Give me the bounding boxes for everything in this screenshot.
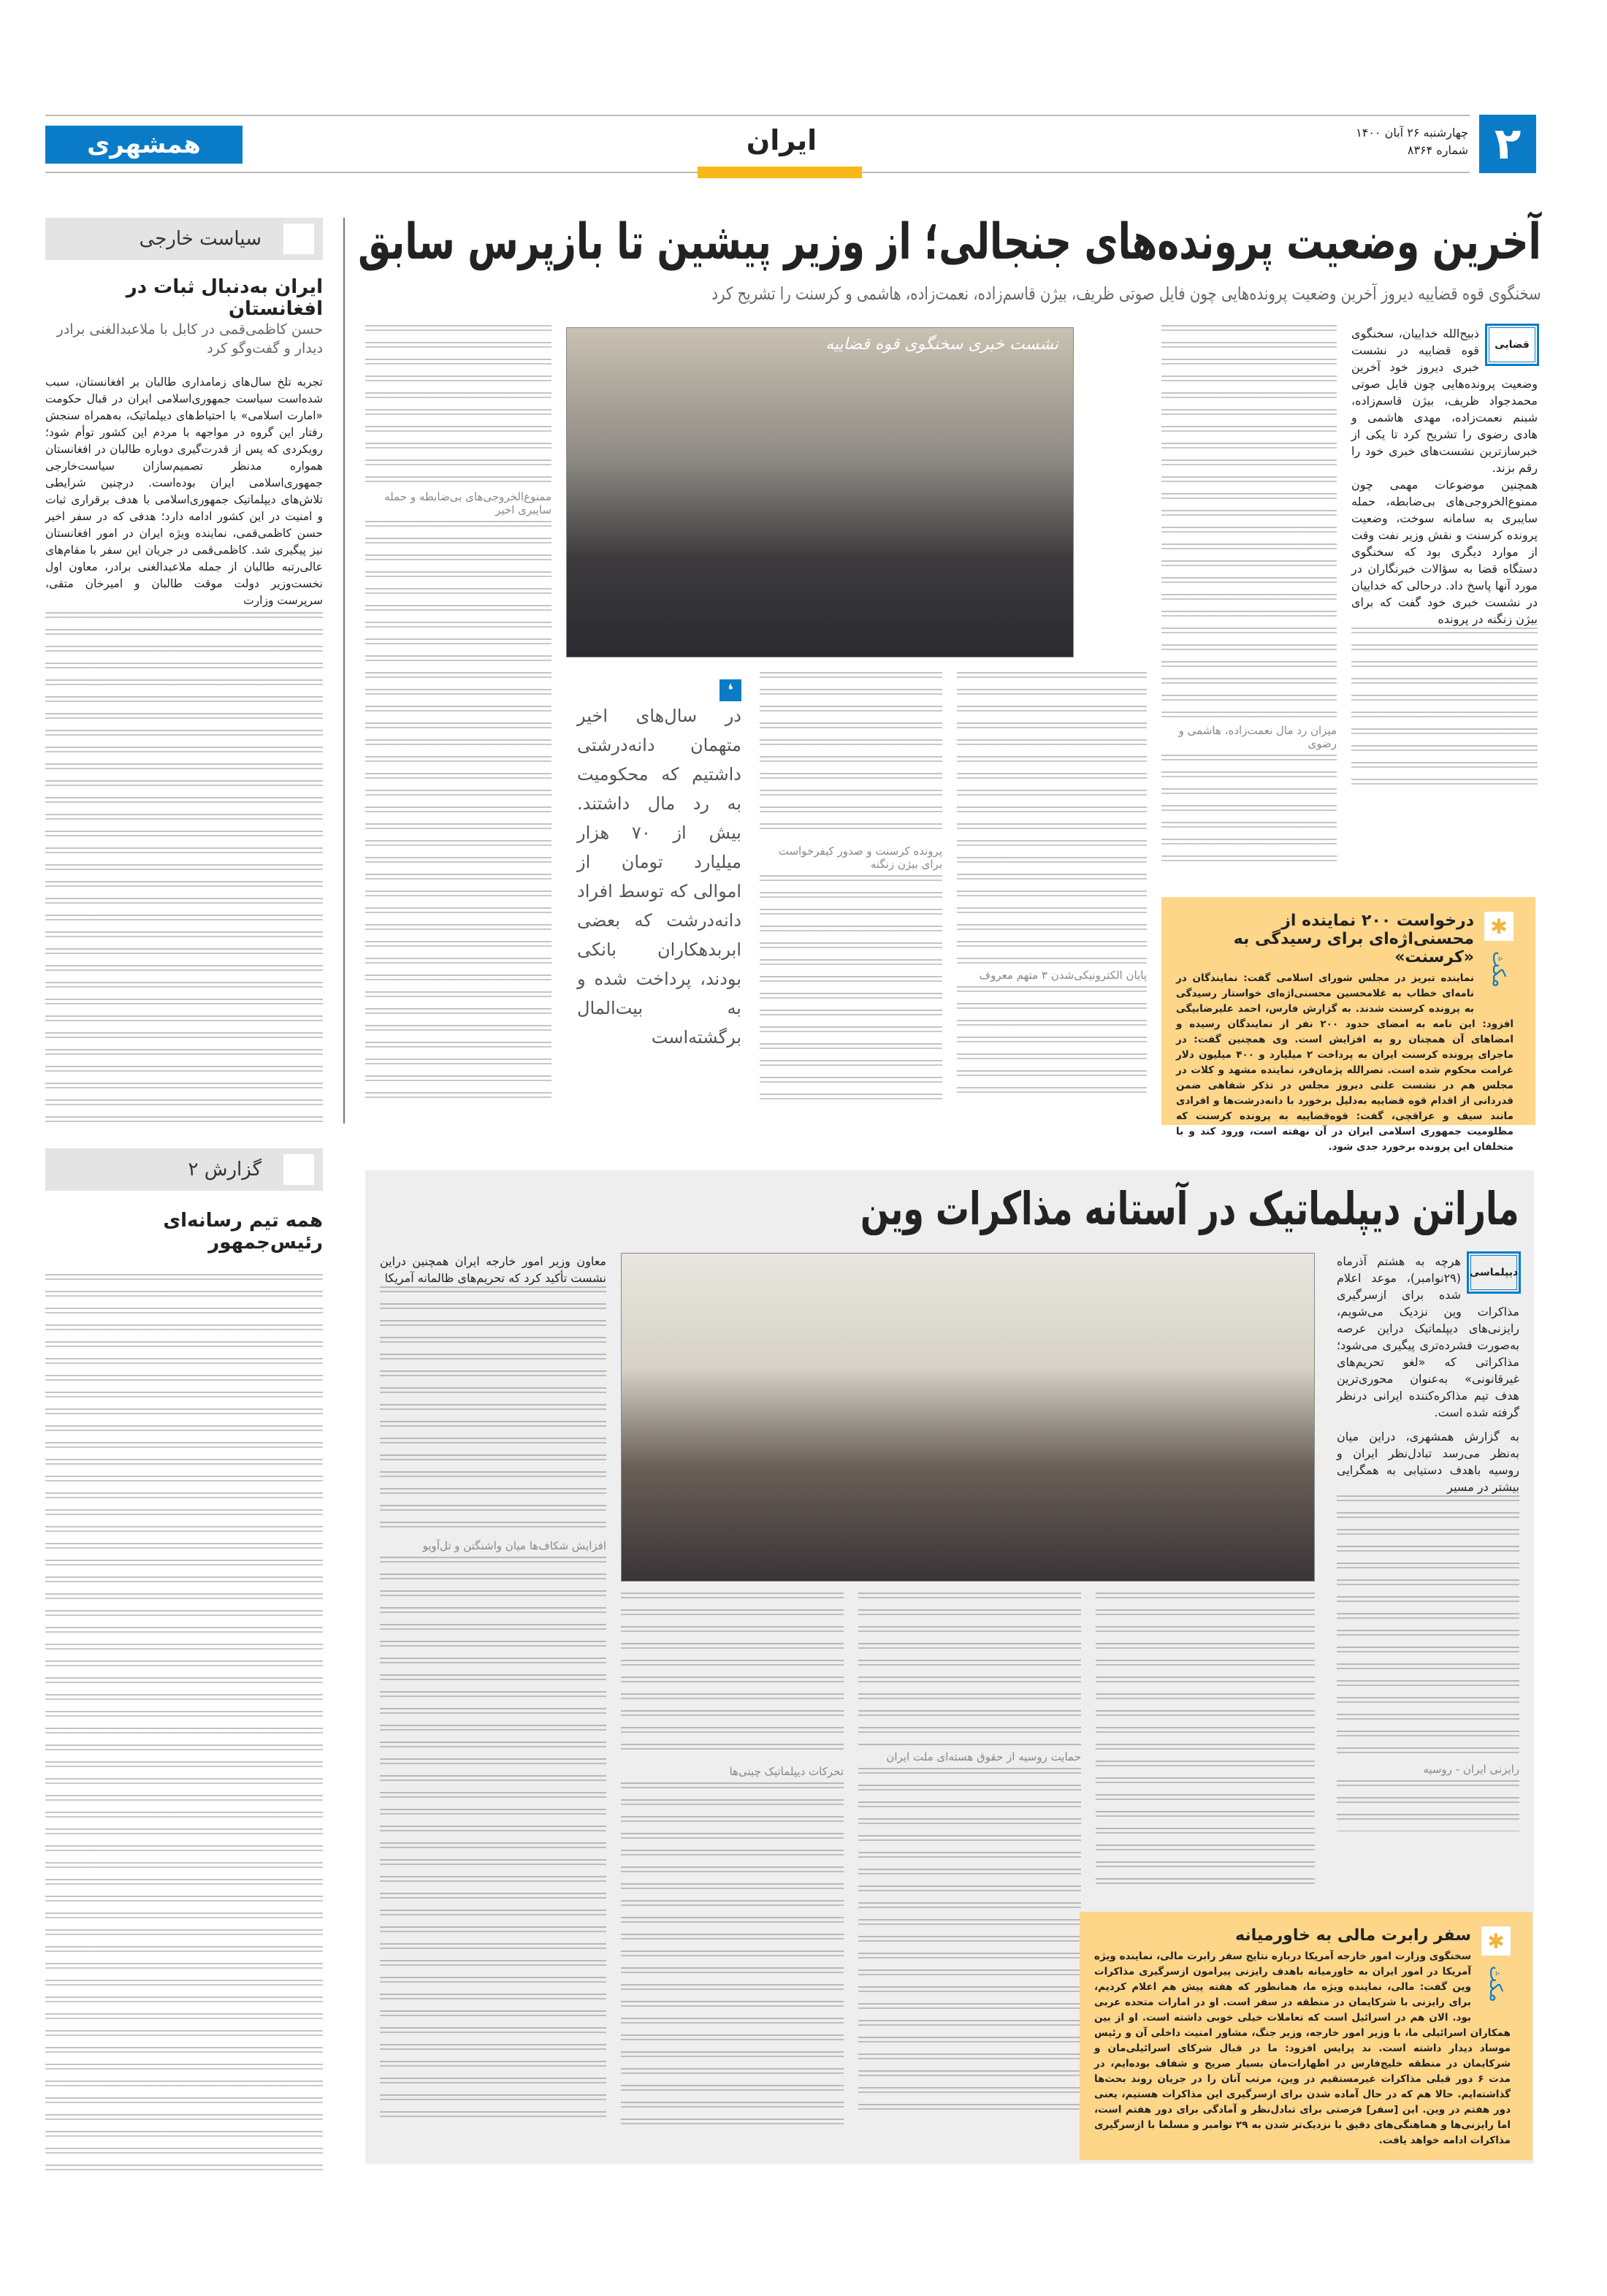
body-text-lines: [1351, 628, 1538, 796]
body-text-lines: [365, 325, 551, 486]
main-subtitle: سخنگوی قوه قضاییه دیروز آخرین وضعیت پرونده‌هایی چون فایل صوتی ظریف، بیژن قاسم‌زاده، نعمت‌زاده، هاشمی و کرسنت را تشریح کرد: [711, 283, 1541, 304]
body-text-lines: [957, 672, 1147, 964]
kicker: گزارش ۲: [188, 1159, 262, 1181]
subhead: رایزنی ایران - روسیه: [1423, 1763, 1519, 1776]
body-text-lines: [1161, 755, 1337, 864]
body-text-lines: [957, 986, 1147, 1103]
note-title: سفر رابرت مالی به خاورمیانه: [1235, 1926, 1471, 1945]
note-text: نماینده تبریز در مجلس شورای اسلامی گفت: نمایندگان در نامه‌ای خطاب به غلامحسین محسنی‌اژه‌ای خواستار رسیدگی به پرونده کرسنت شدند. به گزارش فارس، احمد علیرضابیگی افزود: این نامه به امضای حدود ۲۰۰ نفر از نمایندگان رسیده و امضاهای آن همچنان رو به افزایش است. وی همچنین گفت: در ماجرای پرونده کرسنت ایران به پرداخت ۲ میلیارد و ۴۰۰ میلیون دلار غرامت محکوم شده است. نصرالله پژمان‌فر، نماینده مشهد و کلات در مجلس هم در نشست علنی دیروز مجلس در تذکر شفاهی ضمن قدردانی از اقدام قوه قضاییه به‌دلیل برخورد با دانه‌درشت‌ها و افرادی مانند سیف و عراقچی، گفت: قوه‌قضاییه به پرونده کرسنت که مظلومیت جمهوری اسلامی ایران در آن نهفته است، ورود کند و با متخلفان این پرونده برخورد جدی شود.: [1176, 972, 1514, 1153]
sidebar-subtitle: حسن کاظمی‌قمی در کابل با ملاعبدالغنی برادر دیدار و گفت‌وگو کرد: [56, 321, 323, 356]
main-col-5: [365, 325, 551, 1129]
second-headline: ماراتن دیپلماتیک در آستانه مذاکرات وین: [860, 1182, 1519, 1235]
section-bar: [698, 167, 862, 178]
logo: همشهری: [45, 126, 243, 164]
sidebar-report: [45, 1148, 323, 2180]
subhead: پرونده کرسنت و صدور کیفرخواست برای بیژن زنگنه: [778, 844, 942, 871]
body-text-lines: [621, 1782, 844, 2126]
kicker: سیاست خارجی: [139, 228, 262, 250]
body-text-lines: [380, 1557, 606, 2127]
subhead: حمایت روسیه از حقوق هسته‌ای ملت ایران: [886, 1750, 1081, 1763]
main-col-1: [1351, 325, 1538, 895]
note-side: [1481, 1926, 1511, 2021]
subhead: پایان الکترونیکی‌شدن ۳ متهم معروف: [979, 969, 1147, 982]
body-text-lines: [760, 875, 942, 1102]
header-top-rule: [45, 115, 1470, 116]
body-text-lines: [1337, 1780, 1519, 1831]
star-icon: ✱: [1481, 1926, 1511, 1956]
main-subtitle-wrap: [409, 282, 1541, 307]
subhead: ممنوع‌الخروجی‌های بی‌ضابطه و حمله سایبری اخیر: [384, 490, 551, 516]
note-crescent: [1161, 897, 1535, 1153]
body-text-lines: [380, 1286, 606, 1535]
section-title: ایران: [746, 124, 817, 156]
subhead: افزایش شکاف‌ها میان واشنگتن و تل‌آویو: [422, 1539, 606, 1552]
body-text-lines: [45, 612, 323, 1124]
quote-icon: ❛: [719, 679, 741, 701]
sidebar-foreign-policy: [45, 218, 323, 1124]
side-label: مکث: [1486, 1966, 1506, 2002]
second-col-3: [858, 1593, 1081, 2155]
body-text-lines: [1161, 325, 1337, 720]
category-tag: دیپلماسی: [1468, 1253, 1519, 1292]
second-col-2: [1096, 1593, 1315, 1899]
main-headline: آخرین وضعیت پرونده‌های جنجالی؛ از وزیر پیشین تا بازپرس سابق: [358, 213, 1541, 271]
body-text-lines: [1096, 1593, 1315, 1892]
sidebar-lead: تجربه تلخ سال‌های زمامداری طالبان بر افغانستان، سبب شده‌است سیاست جمهوری‌اسلامی ایران در قبال حکومت «امارت اسلامی» با احتیاط‌های دیپلماتیک، به‌همراه سنجش رفتار این گروه در مواجهه با مردم این کشور توأم شود؛ رویکردی که پس از قدرت‌گیری دوباره طالبان در افغانستان همواره مدنظر تصمیم‌سازان سیاست‌خارجی جمهوری‌اسلامی ایران بوده‌است. درچنین شرایطی تلاش‌های دیپلماتیک جمهوری‌اسلامی با هدف برقراری ثبات و امنیت در این کشور ادامه دارد؛ هدفی که در سفر اخیر حسن کاظمی‌قمی، نماینده ویژه ایران در امور افغانستان نیز پیگیری شد. کاظمی‌قمی در جریان این سفر با مقام‌های عالی‌رتبه طالبان از جمله ملاعبدالغنی برادر، معاون اول نخست‌وزیر دولت موقت طالبان و امیرخان متقی، سرپرست وزارت: [45, 375, 323, 607]
body-text-lines: [45, 1274, 323, 2180]
column-divider: [343, 218, 345, 1124]
main-headline-wrap: [358, 213, 1541, 275]
note-text: سخنگوی وزارت امور خارجه آمریکا درباره نتایج سفر رابرت مالی، نماینده ویژه آمریکا در امور ایران به خاورمیانه باهدف رایزنی پیرامون ازسرگیری مذاکرات وین گفت: مالی، نماینده ویژه ما، همانطور که هفته پیش هم اعلام کردیم، برای رایزنی با شرکایمان در منطقه در سفر است. او در امارات متحده عربی بود. الان هم در اسرائیل است که تعاملات خیلی خوبی داشته است. او از بین همکاران اسرائیلی ما، با وزیر امور خارجه، وزیر جنگ، مشاور امنیت داخلی آن و رئیس موساد دیدار داشته است. ند پرایس افزود: ما در قبال شرکای اسرائیلی‌مان و شرکایمان در منطقه خلیج‌فارس در اظهارات‌مان بسیار صریح و شفاف بوده‌ایم، در مدت ۶ دور قبلی مذاکرات غیرمستقیم در وین، مرتب آنان را در جریان روند بحث‌ها گذاشته‌ایم. حالا هم که در حال آماده شدن برای ازسرگیری این مذاکرات هستیم، یعنی دور هفتم در وین. این [سفر] فرصتی برای تبادل‌نظر و آمادگی برای دور هفتم است، اما رایزنی‌ها و هماهنگی‌های دقیق با نزدیک‌تر شدن به ۲۹ نوامبر و مسلما با ازسرگیری مذاکرات ادامه خواهد یافت.: [1094, 1950, 1511, 2146]
second-col-text: معاون وزیر امور خارجه ایران همچنین دراین نشست تأکید کرد که تحریم‌های ظالمانه آمریکا: [380, 1254, 606, 1285]
side-label: مکث: [1489, 951, 1509, 988]
main-lead: ذبیح‌الله خداییان، سخنگوی قوه قضاییه در نشست خبری دیروز خود آخرین وضعیت پرونده‌هایی چون فایل صوتی محمدجواد ظریف، بیژن قاسم‌زاده، شبنم نعمت‌زاده، مهدی هاشمی و هادی رضوی را تشریح کرد تا یکی از خبرسازترین نشست‌های خبری خود را رقم بزند.: [1351, 327, 1538, 475]
star-icon: ✱: [1484, 912, 1514, 941]
sidebar-title: همه تیم رسانه‌ای رئیس‌جمهور: [163, 1210, 323, 1254]
subhead: تحرکات دیپلماتیک چینی‌ها: [729, 1765, 844, 1778]
body-text-lines: [365, 521, 551, 1105]
second-col-1: [1337, 1253, 1519, 1903]
pull-quote-text: در سال‌های اخیر متهمان دانه‌درشتی داشتیم که محکومیت به رد مال داشتند. بیش از ۷۰ هزار میلیارد تومان از اموالی که توسط افراد دانه‌درشت که بعضی ابربدهکاران بانکی بودند، پرداخت شده و به بیت‌المال برگشته‌است: [577, 706, 741, 1048]
second-col-4: [621, 1593, 844, 2155]
kicker-square: [283, 1154, 314, 1185]
photo-backdrop-text: نشست خبری سخنگوی قوه قضاییه: [825, 335, 1058, 354]
sidebar-title: ایران به‌دنبال ثبات در افغانستان: [126, 276, 323, 320]
issue-number: شماره ۸۳۶۴: [1407, 143, 1468, 157]
main-col-4: [760, 672, 942, 1125]
main-col-3: [957, 672, 1147, 1125]
second-headline-wrap: [380, 1180, 1519, 1241]
subhead: میزان رد مال نعمت‌زاده، هاشمی و رضوی: [1178, 724, 1337, 750]
page-number: ۲: [1479, 115, 1536, 173]
second-para: به گزارش همشهری، دراین میان به‌نظر می‌رسد تبادل‌نظر ایران و روسیه باهدف دستیابی به همگرایی بیشتر در مسیر: [1337, 1430, 1519, 1494]
pull-quote: [577, 679, 741, 1052]
note-title: درخواست ۲۰۰ نماینده از محسنی‌اژه‌ای برای رسیدگی به «کرسنت»: [1233, 912, 1474, 966]
main-col-2: [1161, 325, 1337, 895]
body-text-lines: [621, 1593, 844, 1761]
body-text-lines: [760, 672, 942, 840]
note-malley: [1080, 1912, 1532, 2160]
body-text-lines: [858, 1593, 1081, 1746]
second-col-left: [380, 1253, 606, 2151]
dateline: [1242, 124, 1468, 159]
body-text-lines: [858, 1768, 1081, 2118]
press-conference-photo: [566, 327, 1074, 657]
note-side: [1484, 912, 1514, 1007]
main-para: همچنین موضوعات مهمی چون ممنوع‌الخروجی‌های بی‌ضابطه، حمله سایبری به سامانه سوخت، وضعیت پرونده کرسنت و نقش وزیر نفت وقت از موارد دیگری بود که سخنگوی دستگاه قضا به سؤالات خبرنگاران در مورد آنها پاسخ داد. درحالی که خداییان در نشست خبری خود گفت که برای بیژن زنگنه در پرونده: [1351, 478, 1538, 626]
category-tag: قضایی: [1486, 325, 1538, 365]
second-lead: هرچه به هشتم آذرماه (۲۹نوامبر)، موعد اعلام شده برای ازسرگیری مذاکرات وین نزدیک می‌شویم، رایزنی‌های دیپلماتیک دراین عرصه به‌صورت فشرده‌تری پیگیری می‌شود؛ مذاکراتی که «لغو تحریم‌های غیرقانونی» به‌عنوان محوری‌ترین هدف تیم مذاکره‌کننده ایرانی درنظر گرفته شده است.: [1337, 1254, 1519, 1419]
kicker-box: [45, 1148, 323, 1191]
date: چهارشنبه ۲۶ آبان ۱۴۰۰: [1356, 126, 1468, 140]
body-text-lines: [1337, 1495, 1519, 1758]
meeting-photo: [621, 1253, 1315, 1582]
